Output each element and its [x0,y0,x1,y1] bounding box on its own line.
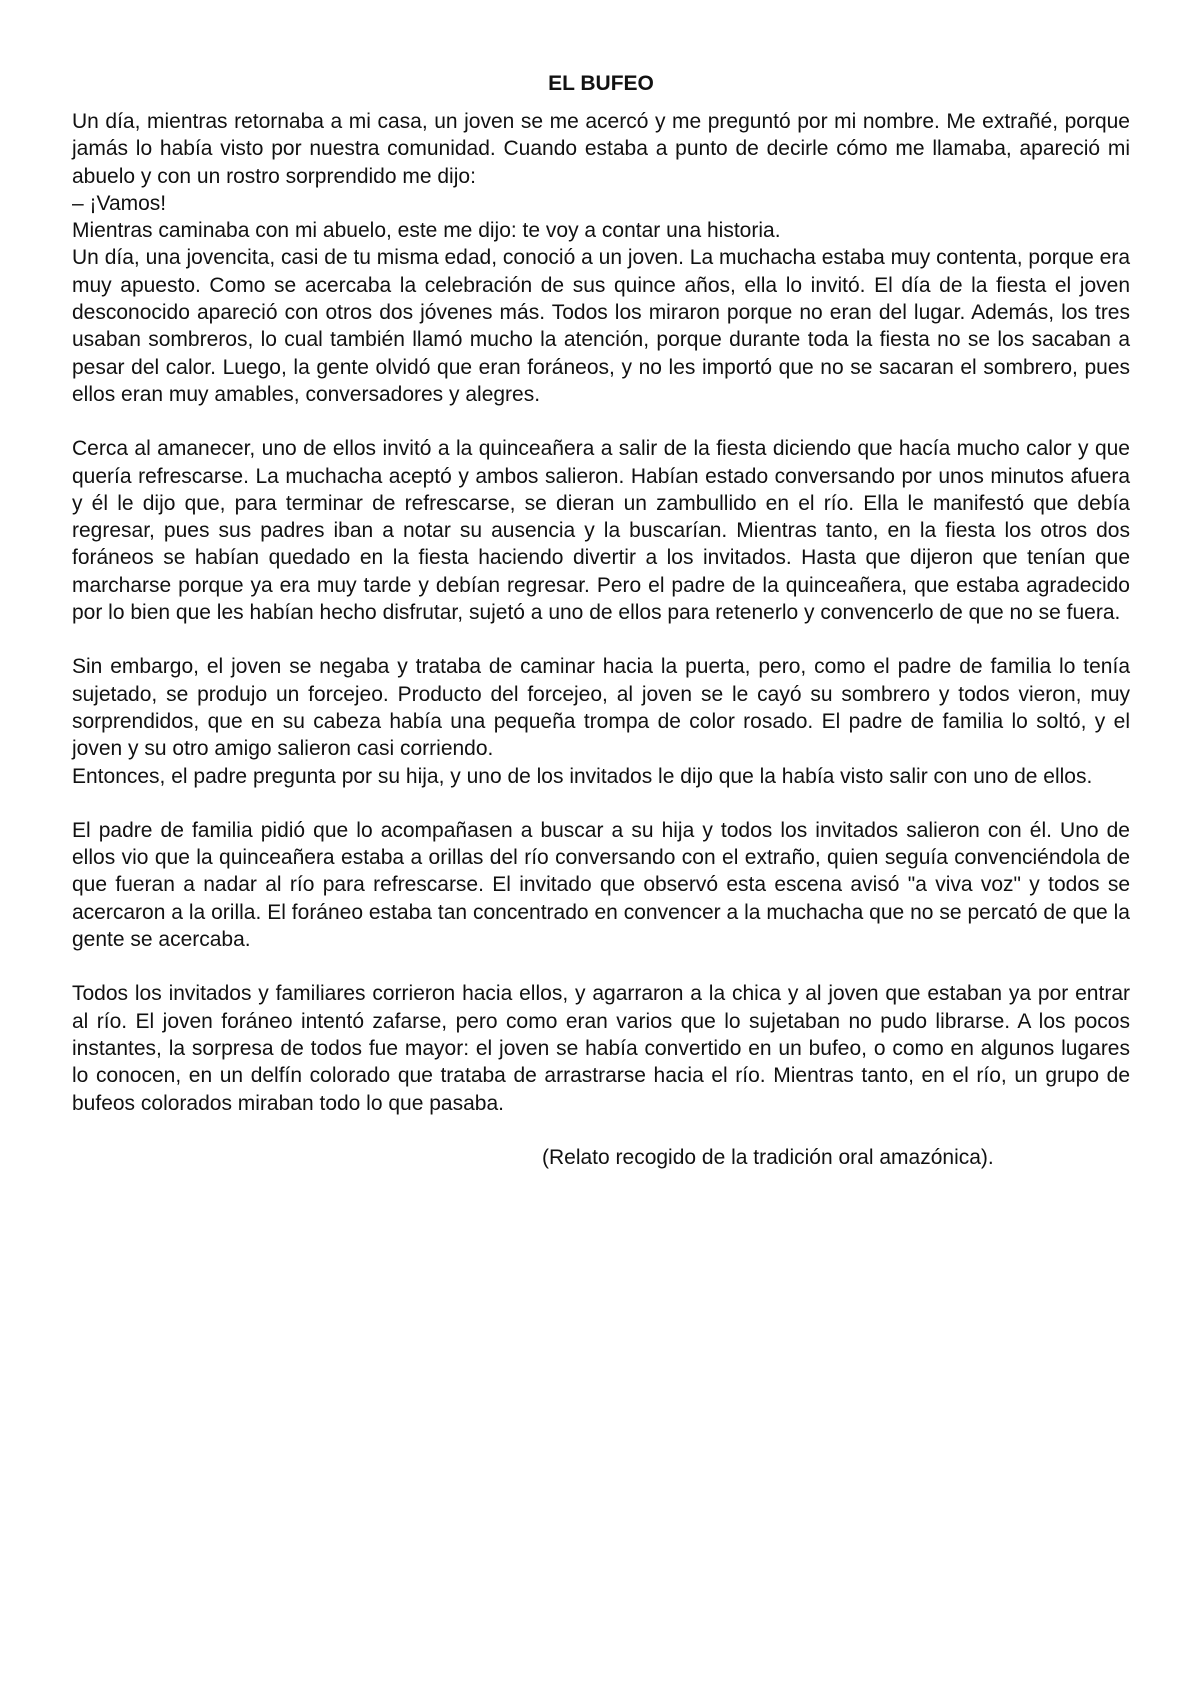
paragraph-gap [72,1117,1130,1144]
story-paragraph-3: Sin embargo, el joven se negaba y trataba de caminar hacia la puerta, pero, como el padre de familia lo tenía sujetado, se produjo un forcejeo. Producto del forcejeo, al joven se le cayó su sombrero y todos vieron, muy sorprendidos, que en su cabeza había una pequeña trompa de color rosado. El padre de familia lo soltó, y el joven y su otro amigo salieron casi corriendo. [72,655,1130,761]
document-page [72,70,1130,1630]
story-title: EL BUFEO [548,72,654,95]
exclamation-line: – ¡Vamos! [72,191,167,215]
story-paragraph-5: Todos los invitados y familiares corrieron hacia ellos, y agarraron a la chica y al joven que estaban ya por entrar al río. El joven foráneo intentó zafarse, pero como eran varios que lo sujetaban no pudo librarse. A los pocos instantes, la sorpresa de todos fue mayor: el joven se había convertido en un bufeo, o como en algunos lugares lo conocen, en un delfín colorado que trataba de arrastrarse hacia el río. Mientras tanto, en el río, un grupo de bufeos colorados miraban todo lo que pasaba. [72,982,1130,1115]
story-paragraph-3-continued: Entonces, el padre pregunta por su hija, y uno de los invitados le dijo que la había visto salir con uno de ellos. [72,764,1093,788]
paragraph-gap [72,408,1130,435]
paragraph-gap [72,953,1130,980]
paragraph-gap [72,626,1130,653]
source-note: (Relato recogido de la tradición oral amazónica). [542,1145,994,1169]
grandfather-line: Mientras caminaba con mi abuelo, este me dijo: te voy a contar una historia. [72,219,781,243]
story-paragraph-4: El padre de familia pidió que lo acompañasen a buscar a su hija y todos los invitados salieron con él. Uno de ellos vio que la quinceañera estaba a orillas del río conversando con el extraño, quien seguía convenciéndola de que fueran a nadar al río para refrescarse. El invitado que observó esta escena avisó "a viva voz" y todos se acercaron a la orilla. El foráneo estaba tan concentrado en convencer a la muchacha que no se percató de que la gente se acercaba. [72,818,1130,952]
paragraph-gap [72,790,1130,817]
story-paragraph-2: Cerca al amanecer, uno de ellos invitó a la quinceañera a salir de la fiesta diciendo que hacía mucho calor y que quería refrescarse. La muchacha aceptó y ambos salieron. Habían estado conversando por unos minutos afuera y él le dijo que, para terminar de refrescarse, se dieran un zambullido en el río. Ella le manifestó que debía regresar, pues sus padres iban a notar su ausencia y la buscarían. Mientras tanto, en la fiesta los otros dos foráneos se habían quedado en la fiesta haciendo divertir a los invitados. Hasta que dijeron que tenían que marcharse porque ya era muy tarde y debían regresar. Pero el padre de la quinceañera, que estaba agradecido por lo bien que les habían hecho disfrutar, sujetó a uno de ellos para retenerlo y convencerlo de que no se fuera. [72,437,1130,625]
story-paragraph-1: Un día, una jovencita, casi de tu misma edad, conoció a un joven. La muchacha estaba muy contenta, porque era muy apuesto. Como se acercaba la celebración de sus quince años, ella lo invitó. El día de la fiesta el joven desconocido apareció con otros dos jóvenes más. Todos los miraron porque no eran del lugar. Además, los tres usaban sombreros, lo cual también llamó mucho la atención, porque durante toda la fiesta no se los sacaban a pesar del calor. Luego, la gente olvidó que eran foráneos, y no les importó que no se sacaran el sombrero, pues ellos eran muy amables, conversadores y alegres. [72,246,1130,406]
intro-paragraph: Un día, mientras retornaba a mi casa, un joven se me acercó y me preguntó por mi nombre. Me extrañé, porque jamás lo había visto por nuestra comunidad. Cuando estaba a punto de decirle cómo me llamaba, apareció mi abuelo y con un rostro sorprendido me dijo: [72,110,1130,188]
